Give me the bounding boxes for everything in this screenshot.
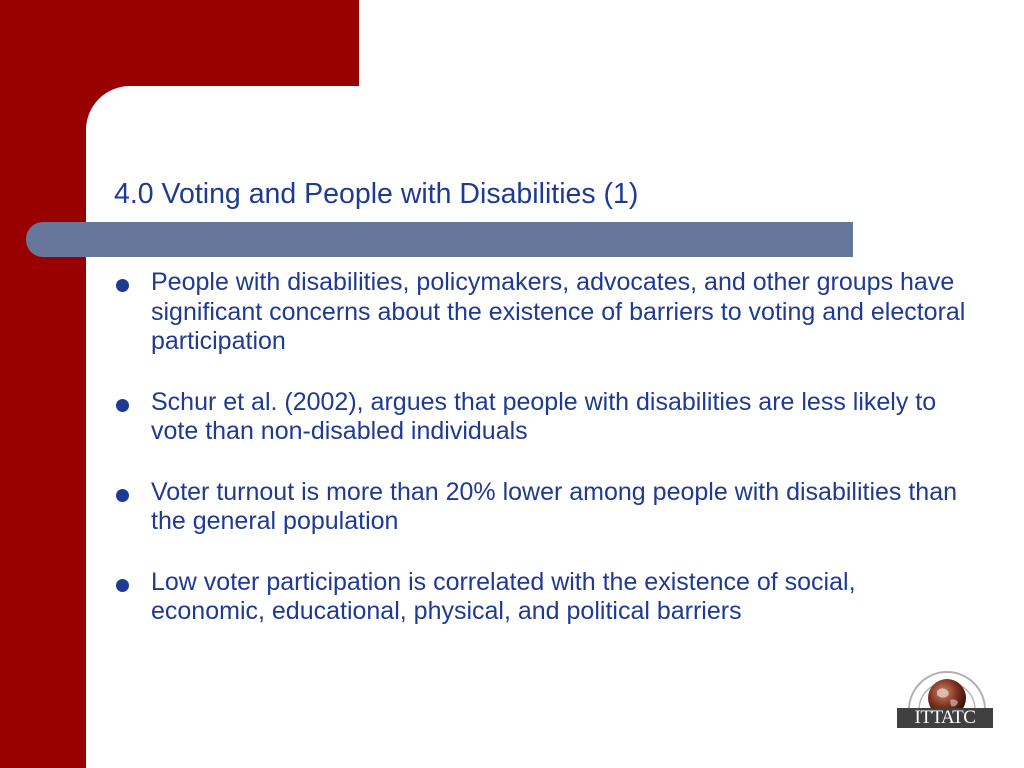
- bullet-dot-icon: [116, 399, 129, 412]
- bullet-text: Low voter participation is correlated with the existence of social, economic, educational, physical, and political barriers: [151, 567, 856, 625]
- slide-title: 4.0 Voting and People with Disabilities (1): [114, 178, 639, 210]
- bullet-list: [114, 268, 974, 658]
- bullet-item: [114, 478, 974, 537]
- bullet-text: Voter turnout is more than 20% lower among people with disabilities than the general population: [151, 477, 958, 535]
- bullet-item: [114, 268, 974, 357]
- red-sidebar: [0, 0, 86, 768]
- title-underline-bar: [26, 222, 853, 257]
- bullet-text: People with disabilities, policymakers, advocates, and other groups have significant concerns about the existence of barriers to voting and electoral participation: [151, 268, 966, 355]
- bullet-dot-icon: [116, 279, 129, 292]
- bullet-text: Schur et al. (2002), argues that people with disabilities are less likely to vote than non-disabled individuals: [151, 387, 937, 445]
- bullet-dot-icon: [116, 579, 129, 592]
- ittatc-logo: [893, 658, 1001, 734]
- red-top-band: [0, 0, 359, 86]
- bullet-item: [114, 388, 974, 447]
- bullet-item: [114, 568, 974, 627]
- logo-text: ITTATC: [897, 708, 993, 728]
- globe-icon: [893, 658, 1001, 710]
- content-corner: [86, 86, 174, 174]
- bullet-dot-icon: [116, 489, 129, 502]
